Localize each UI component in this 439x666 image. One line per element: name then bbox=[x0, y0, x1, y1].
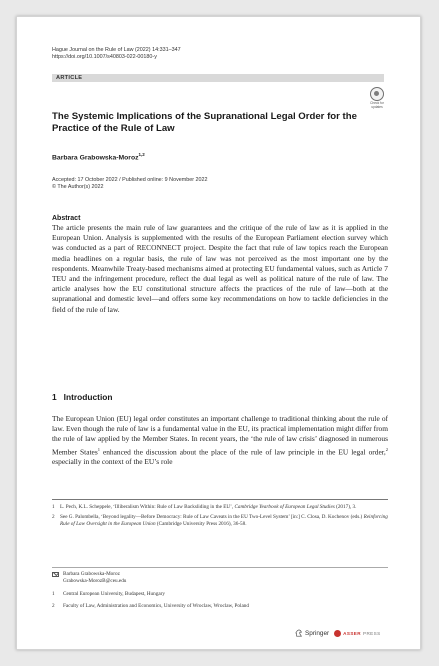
paper-page bbox=[16, 16, 421, 650]
article-type-band: ARTICLE bbox=[52, 74, 384, 82]
check-for-updates-badge[interactable] bbox=[366, 87, 388, 109]
paper-title: The Systemic Implications of the Supranational Legal Order for the Practice of the Rule of Law bbox=[52, 111, 357, 134]
copyright-line: © The Author(s) 2022 bbox=[52, 184, 104, 191]
abstract-heading: Abstract bbox=[52, 215, 81, 222]
asser-press-label: PRESS bbox=[362, 630, 381, 636]
footnote-item: 2 See G. Palombella, ‘Beyond legality—Before Democracy: Rule of Law Caveats in the EU Two-Level System’ [in:] C. Closa, D. Kochenov (eds.) Reinforcing Rule of Law Oversight in the European Union (Cambridge University Press 2016), 36-58. bbox=[52, 513, 388, 527]
publication-dates bbox=[52, 177, 208, 192]
author-name[interactable]: Barbara Grabowska-Moroz bbox=[52, 154, 139, 162]
asser-press-logo[interactable] bbox=[334, 630, 380, 637]
abstract-section bbox=[52, 215, 388, 315]
asser-wordmark: ASSER bbox=[343, 630, 361, 636]
affiliation-item: 1 Central European University, Budapest, Hungary bbox=[52, 590, 165, 597]
contact-email[interactable]: Grabowska-MorozB@ceu.edu bbox=[63, 577, 127, 584]
footnote-ref-1[interactable]: 1 bbox=[97, 446, 100, 452]
journal-meta bbox=[52, 47, 181, 61]
introduction-paragraph: The European Union (EU) legal order constitutes an important challenge to traditional thinking about the rule of law. Even though the rule of law is a fundamental value in the EU, its practical implementation might differ from the rule of law applied by the Member States. In recent years, the ‘the rule of law crisis’ diagnosed in numerous Member States$^1$ enhanced the discussion about the place of the rule of law principle in the EU legal order,$^2$ especially in the context of the EU’s role bbox=[52, 414, 388, 467]
journal-citation: Hague Journal on the Rule of Law (2022) 14:331–347 bbox=[52, 47, 181, 53]
contact-name: Barbara Grabowska-Moroz bbox=[63, 571, 120, 577]
publisher-logos bbox=[295, 629, 381, 637]
footnote-ref-2[interactable]: 2 bbox=[385, 446, 388, 452]
springer-wordmark: Springer bbox=[305, 629, 330, 637]
springer-horse-icon bbox=[295, 629, 303, 637]
section-number: 1 bbox=[52, 392, 57, 402]
springer-logo[interactable] bbox=[295, 629, 329, 637]
footnotes bbox=[52, 499, 388, 530]
accepted-published-dates: Accepted: 17 October 2022 / Published online: 9 November 2022 bbox=[52, 177, 208, 183]
author-affiliation-marks: 1,2 bbox=[138, 152, 145, 157]
author-line bbox=[52, 152, 145, 161]
footnote-item: 1 L. Pech, K.L. Scheppele, ‘Illiberalism Within: Rule of Law Backsliding in the EU’, Cambridge Yearbook of European Legal Studies (2017), 3. bbox=[52, 504, 357, 510]
affiliation-item: 2 Faculty of Law, Administration and Economics, University of Wroclaw, Wroclaw, Poland bbox=[52, 603, 249, 610]
corresponding-author bbox=[52, 571, 388, 585]
envelope-icon bbox=[52, 572, 59, 577]
abstract-text: The article presents the main rule of law guarantees and the critique of the rule of law as it is applied in the European Union. Analysis is supplemented with the results of the European Parliament election survey which was conducted as a part of RECONNECT project. Despite the fact that rule of law topics reach the European media headlines on a regular basis, the rule of law was not perceived as the most important one by the respondents. Meanwhile Treaty-based mechanisms aimed at protecting EU fundamental values, such as Article 7 TEU and the infringement procedure, reflect the dual legal as well as political nature of the rule of law. The article analyses how the EU constitutional structure affects the practices of the rule of law—both at the supranational and domestic level—and offers some key recommendations on how to tackle deficiencies in the field of the rule of law. bbox=[52, 223, 388, 314]
doi-link[interactable]: https://doi.org/10.1007/s40803-022-00180-y bbox=[52, 54, 157, 61]
asser-logo-icon bbox=[334, 630, 341, 637]
check-for-updates-icon bbox=[370, 87, 384, 101]
section-heading bbox=[52, 392, 113, 402]
check-for-updates-label: Check for updates bbox=[370, 101, 384, 109]
author-affiliations bbox=[52, 567, 388, 616]
section-title: Introduction bbox=[63, 392, 113, 402]
